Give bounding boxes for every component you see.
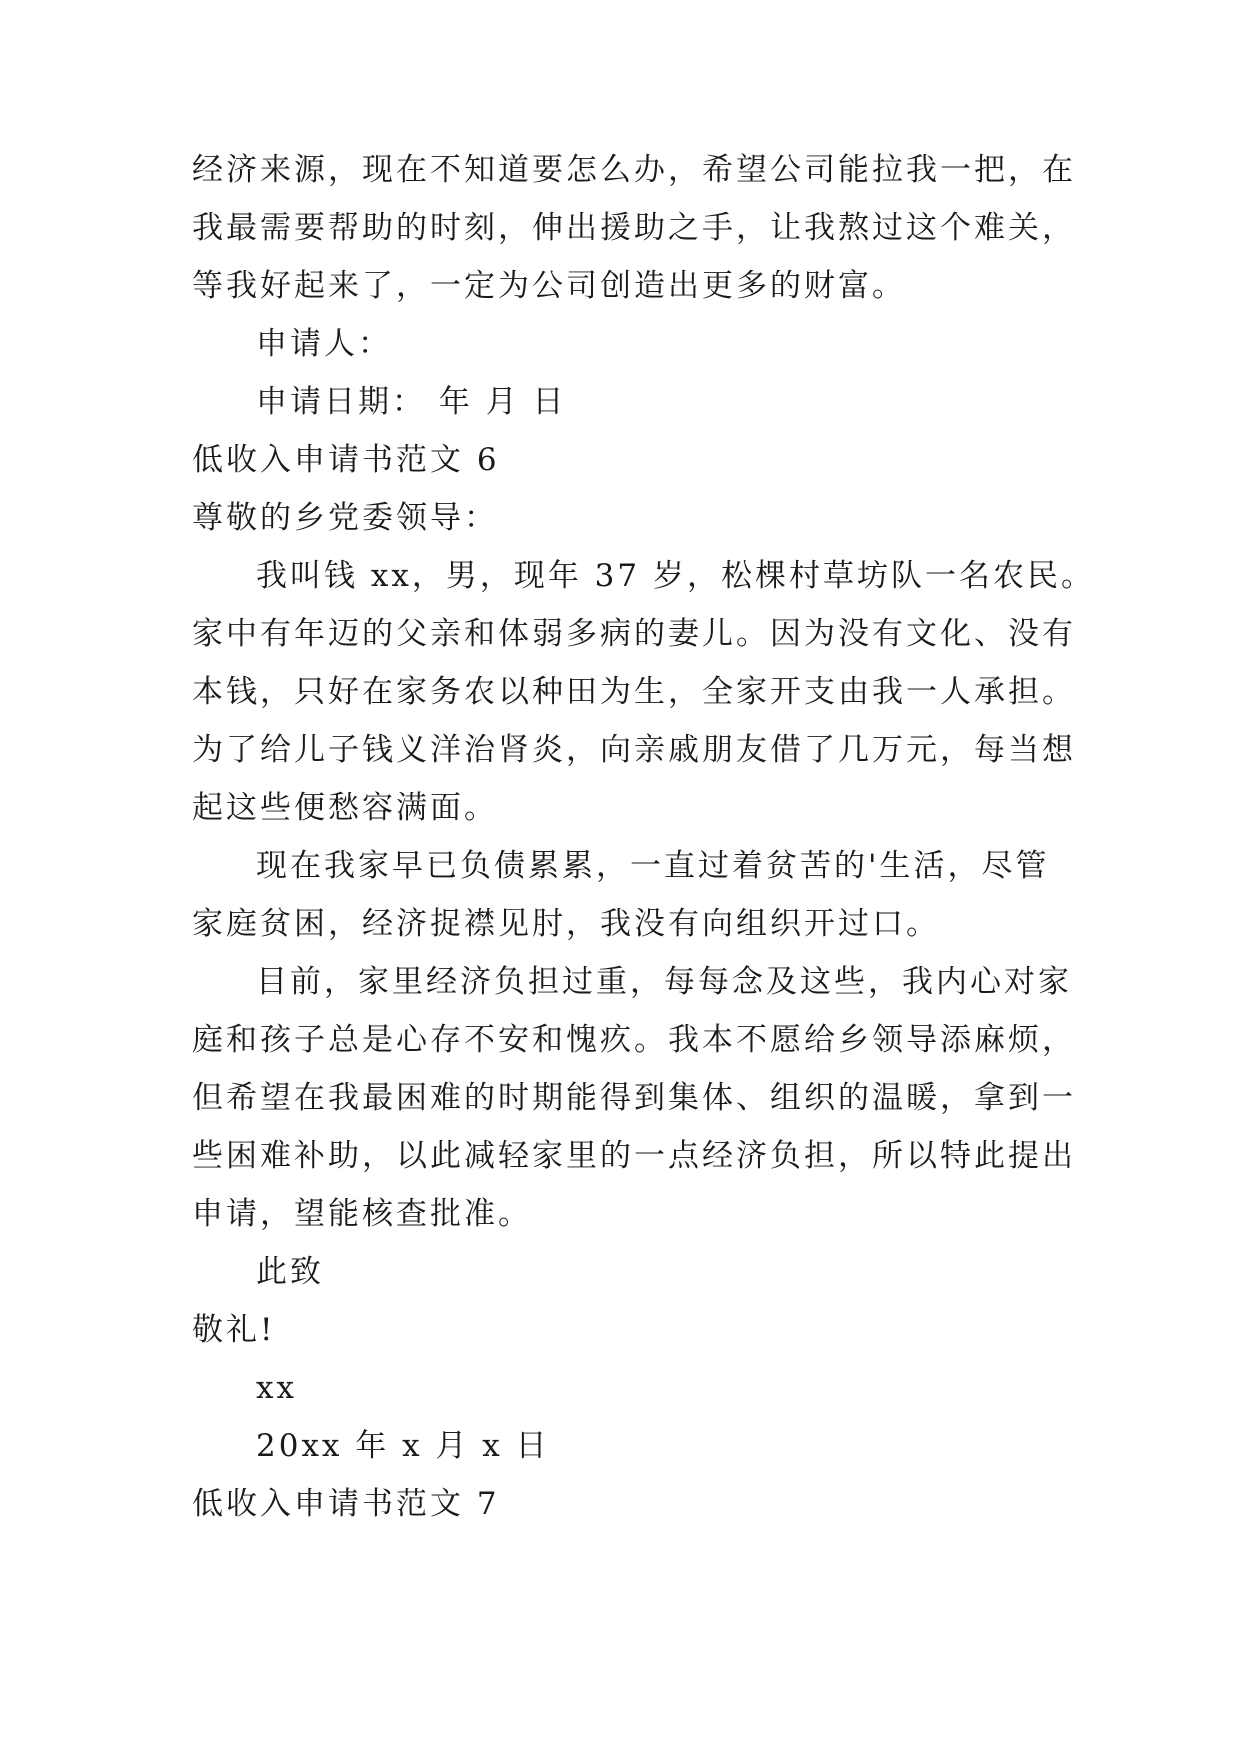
- body-text-line: 但希望在我最困难的时期能得到集体、组织的温暖，拿到一: [192, 1080, 1076, 1116]
- body-text-line: 现在我家早已负债累累，一直过着贫苦的'生活，尽管: [256, 848, 1050, 884]
- body-text-line: 本钱，只好在家务农以种田为生，全家开支由我一人承担。: [192, 674, 1076, 710]
- body-text-line: 为了给儿子钱义洋治肾炎，向亲戚朋友借了几万元，每当想: [192, 732, 1076, 768]
- application-date-line: 申请日期： 年 月 日: [256, 384, 567, 420]
- body-text-line: 些困难补助，以此减轻家里的一点经济负担，所以特此提出: [192, 1138, 1076, 1174]
- signature-date: 20xx 年 x 月 x 日: [256, 1428, 550, 1464]
- signature-name: xx: [256, 1370, 297, 1406]
- applicant-line: 申请人：: [256, 326, 392, 362]
- section-heading: 低收入申请书范文 6: [192, 442, 500, 478]
- body-text-line: 申请，望能核查批准。: [192, 1196, 532, 1232]
- body-text-line: 我最需要帮助的时刻，伸出援助之手，让我熬过这个难关，: [192, 210, 1076, 246]
- body-text-line: 庭和孩子总是心存不安和愧疚。我本不愿给乡领导添麻烦，: [192, 1022, 1076, 1058]
- body-text-line: 目前，家里经济负担过重，每每念及这些，我内心对家: [256, 964, 1072, 1000]
- body-text-line: 家庭贫困，经济捉襟见肘，我没有向组织开过口。: [192, 906, 940, 942]
- closing-line: 此致: [256, 1254, 324, 1290]
- body-text-line: 等我好起来了，一定为公司创造出更多的财富。: [192, 268, 906, 304]
- body-text-line: 经济来源，现在不知道要怎么办，希望公司能拉我一把，在: [192, 152, 1076, 188]
- body-text-line: 起这些便愁容满面。: [192, 790, 498, 826]
- section-heading: 低收入申请书范文 7: [192, 1486, 500, 1522]
- salutation: 尊敬的乡党委领导：: [192, 500, 498, 536]
- closing-regards: 敬礼!: [192, 1312, 276, 1348]
- body-text-line: 家中有年迈的父亲和体弱多病的妻儿。因为没有文化、没有: [192, 616, 1076, 652]
- body-text-line: 我叫钱 xx，男，现年 37 岁，松棵村草坊队一名农民。: [256, 558, 1095, 594]
